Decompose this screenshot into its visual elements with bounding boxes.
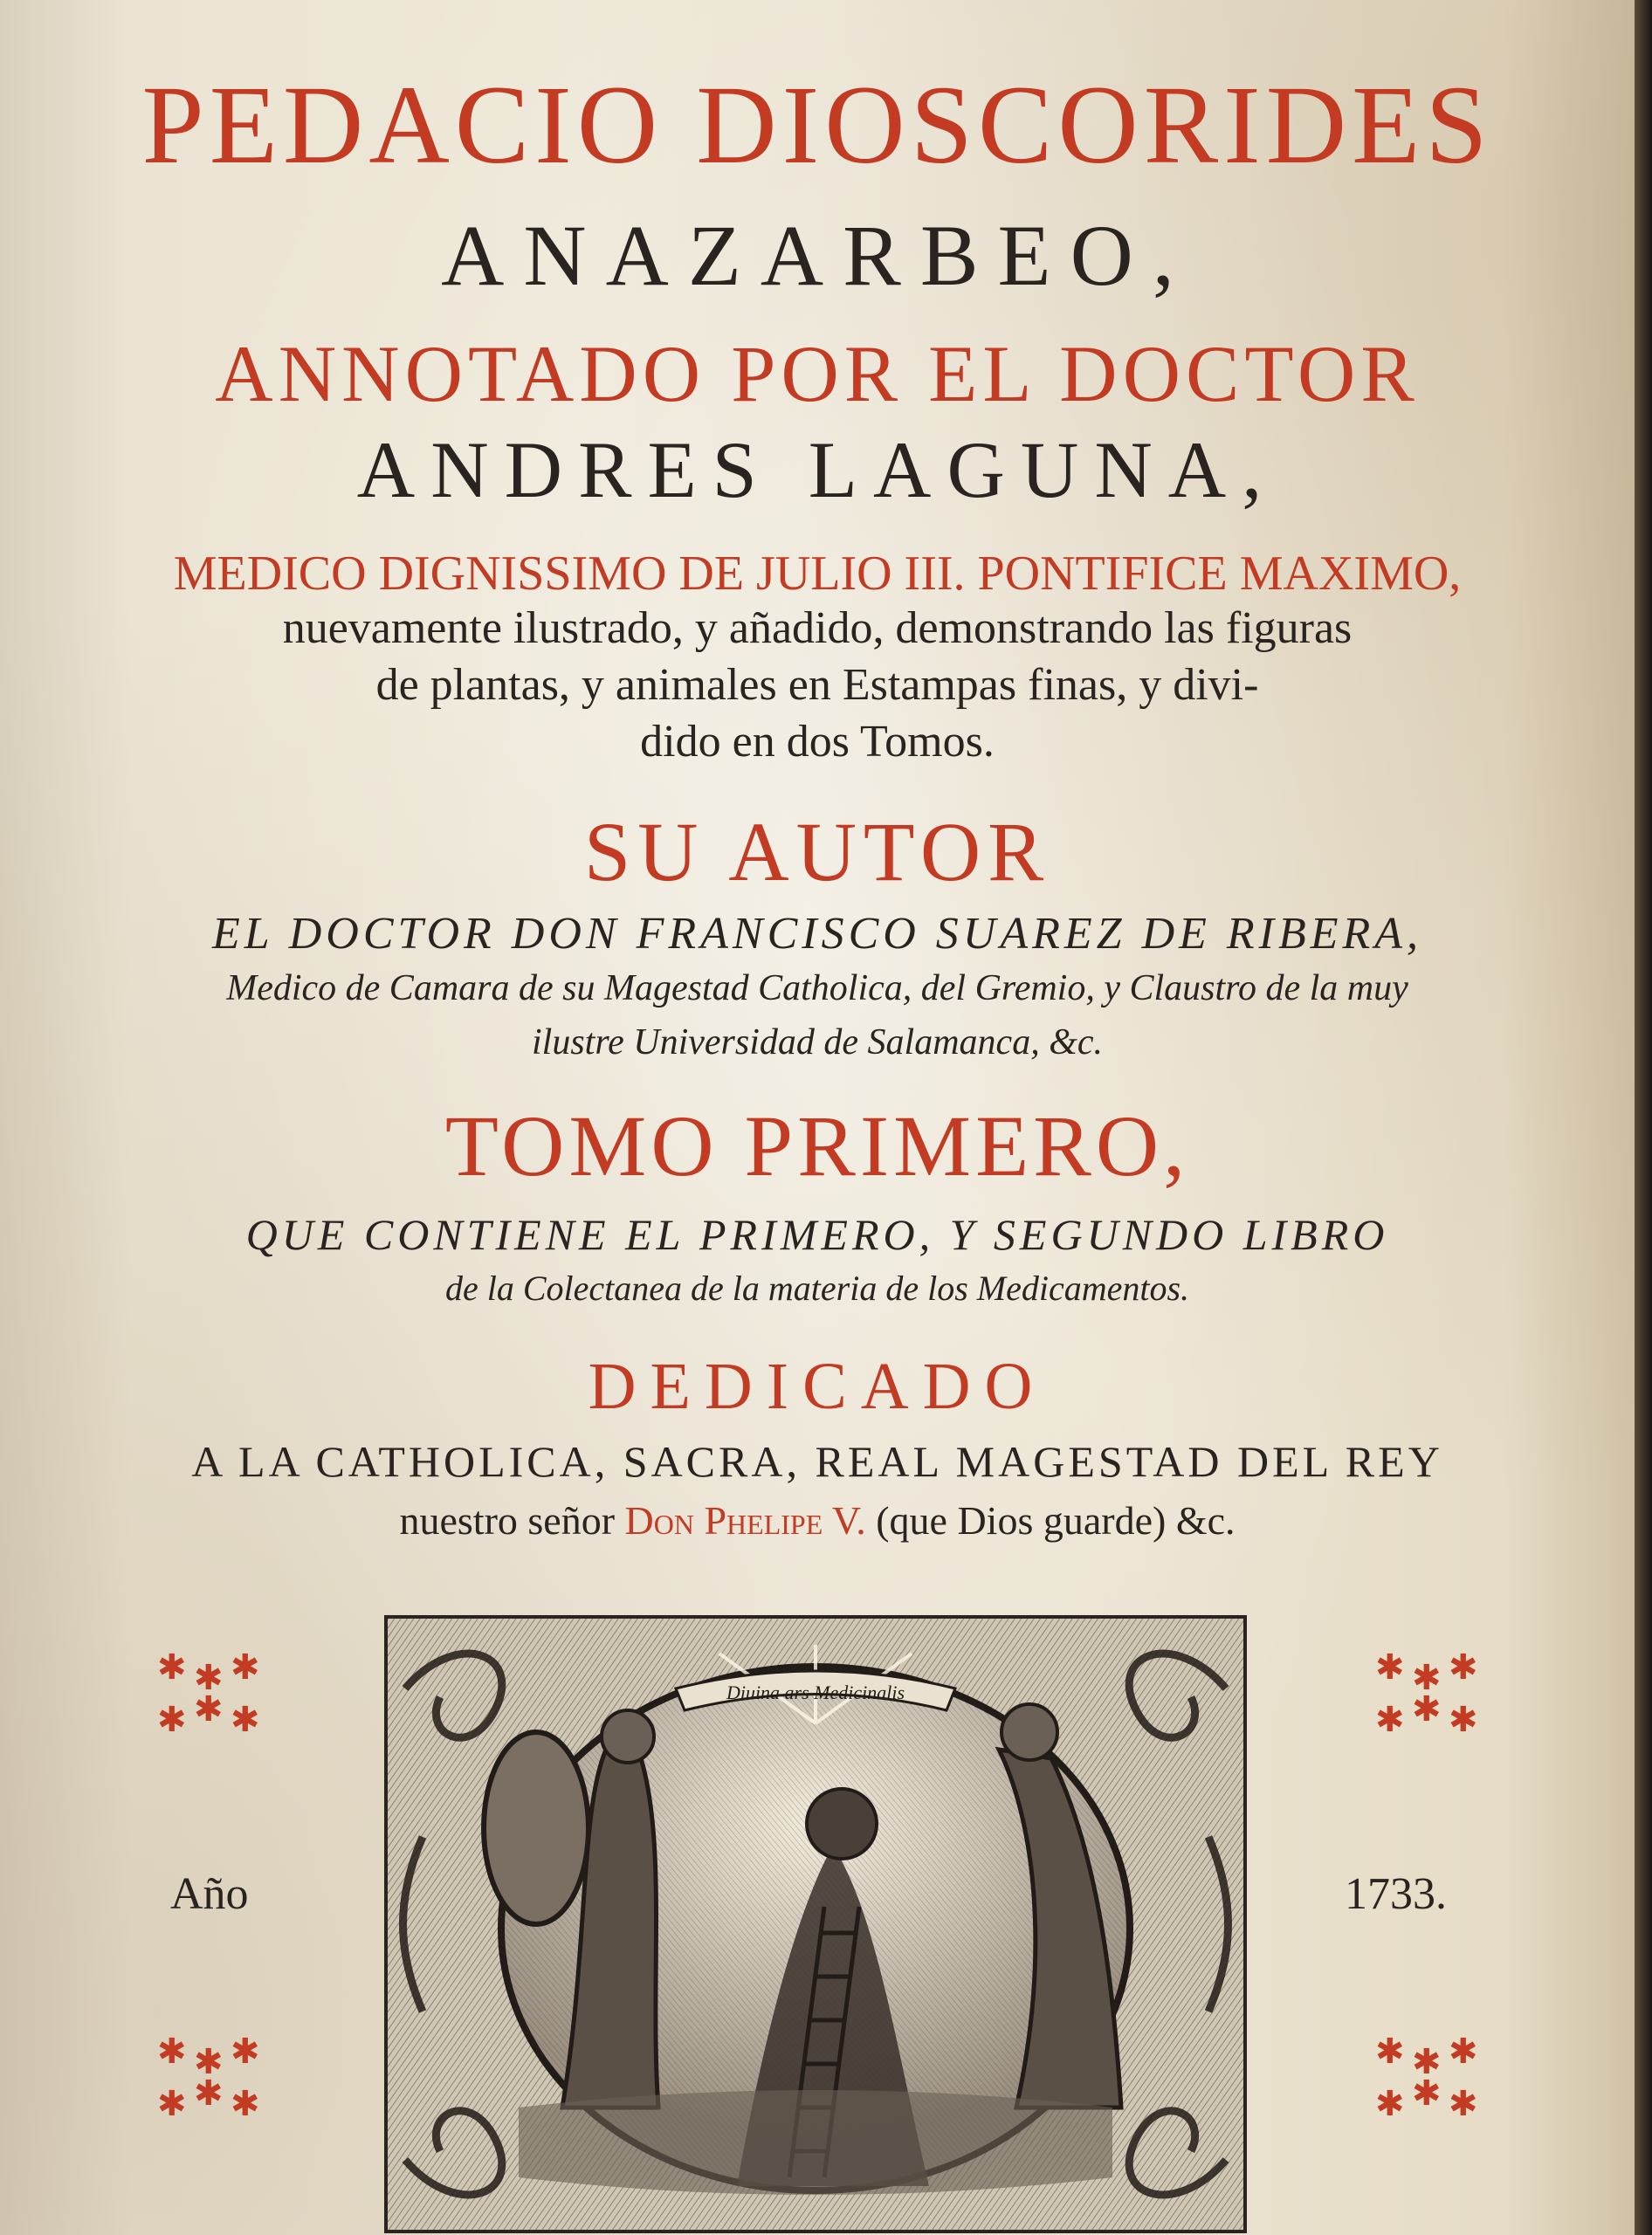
star-cluster-bottom-left: ✱ ✱ ✱ ✱ ✱ ✱ [157,2032,260,2123]
title-line-5: MEDICO DIGNISSIMO DE JULIO III. PONTIFICE MAXIMO, [173,547,1462,601]
dedication-line-2 [0,1497,1635,1544]
king-name: Don Phelipe V. [624,1498,866,1543]
year-value: 1733. [1345,1869,1447,1919]
author-heading: SU AUTOR [583,805,1051,898]
dedication-heading: DEDICADO [588,1350,1047,1423]
title-line-8: dido en dos Tomos. [640,717,995,767]
engraving-illustration [388,1619,1243,2230]
title-line-7: de plantas, y animales en Estampas finas, y divi- [375,660,1259,710]
star-cluster-bottom-right: ✱ ✱ ✱ ✱ ✱ ✱ [1375,2032,1478,2123]
contents-line-2: de la Colectanea de la materia de los Medicamentos. [444,1269,1190,1308]
title-line-3: ANNOTADO POR EL DOCTOR [215,329,1420,418]
engraved-vignette [384,1615,1247,2233]
page-edge-shadow [1635,0,1652,2235]
author-description-2: ilustre Universidad de Salamanca, &c. [531,1022,1103,1062]
author-name: EL DOCTOR DON FRANCISCO SUAREZ DE RIBERA, [211,909,1423,959]
volume-title: TOMO PRIMERO, [444,1097,1190,1194]
title-line-4: ANDRES LAGUNA, [356,425,1278,514]
title-line-2: ANAZARBEO, [441,207,1194,304]
star-cluster-top-right: ✱ ✱ ✱ ✱ ✱ ✱ [1375,1647,1478,1739]
author-description-1: Medico de Camara de su Magestad Catholica, del Gremio, y Claustro de la muy [226,968,1408,1008]
title-line-1: PEDACIO DIOSCORIDES [141,63,1493,187]
title-line-6: nuevamente ilustrado, y añadido, demonstrando las figuras [282,603,1353,653]
dedication-line-1: A LA CATHOLICA, SACRA, REAL MAGESTAD DEL REY [191,1437,1443,1486]
dedication-prefix: nuestro señor [399,1498,616,1543]
engraving-motto: Diuina ars Medicinalis [726,1681,905,1703]
dedication-suffix: (que Dios guarde) &c. [876,1498,1236,1543]
year-label: Año [170,1869,249,1919]
contents-line-1: QUE CONTIENE EL PRIMERO, Y SEGUNDO LIBRO [245,1210,1389,1259]
star-cluster-top-left: ✱ ✱ ✱ ✱ ✱ ✱ [157,1647,260,1739]
